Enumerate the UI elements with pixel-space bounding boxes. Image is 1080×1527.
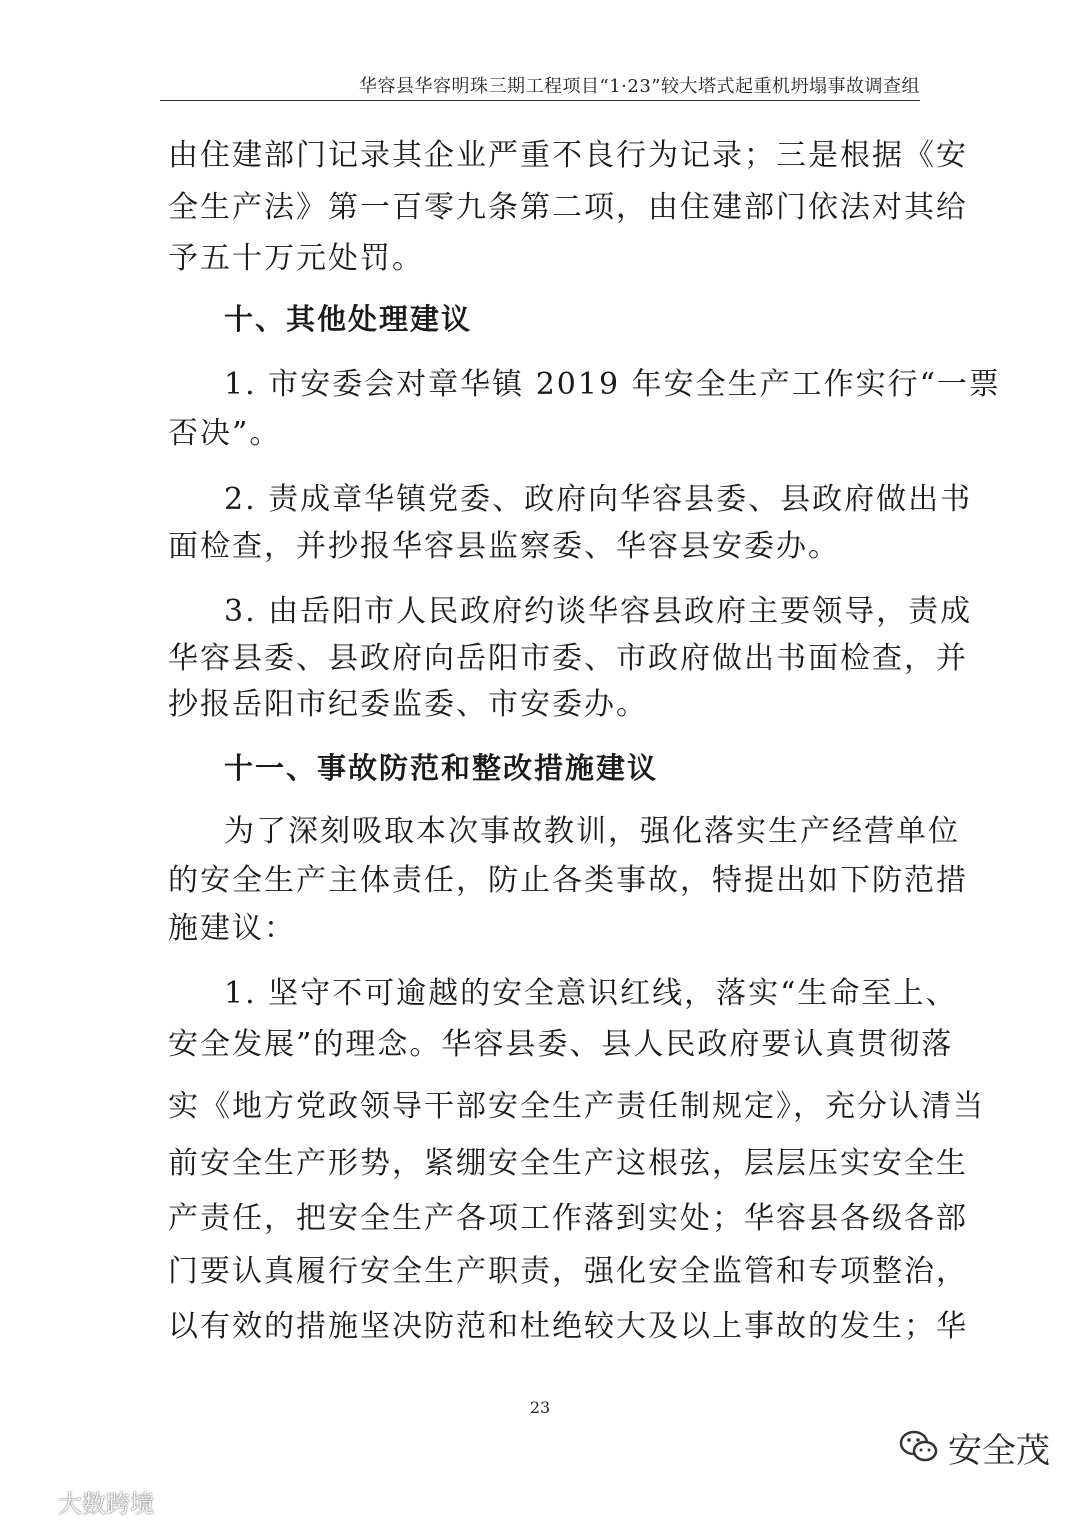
body-line: 由住建部门记录其企业严重不良行为记录；三是根据《安 [168,138,968,173]
watermark-account [898,1422,1050,1472]
body-line: 3. 由岳阳市人民政府约谈华容县政府主要领导，责成 [224,594,973,629]
body-line: 2. 责成章华镇党委、政府向华容县委、县政府做出书 [224,482,973,517]
watermark-brand-label: 大数跨境 [58,1489,154,1518]
header-rule [160,100,920,101]
body-line: 产责任，把安全生产各项工作落到实处；华容县各级各部 [168,1201,968,1236]
body-line: 施建议： [168,911,296,946]
body-line: 门要认真履行安全生产职责，强化安全监管和专项整治， [168,1254,968,1289]
wechat-icon [898,1426,940,1468]
logo-icon [14,1488,52,1514]
body-line: 否决”。 [168,416,282,451]
body-line: 全生产法》第一百零九条第二项，由住建部门依法对其给 [168,190,968,225]
body-line: 的安全生产主体责任，防止各类事故，特提出如下防范措 [168,863,968,898]
body-line: 予五十万元处罚。 [168,241,424,276]
body-line: 1. 市安委会对章华镇 2019 年安全生产工作实行“一票 [224,367,1001,402]
watermark-account-label: 安全茂 [948,1430,1050,1471]
body-line: 以有效的措施坚决防范和杜绝较大及以上事故的发生；华 [168,1309,968,1344]
body-line: 前安全生产形势，紧绷安全生产这根弦，层层压实安全生 [168,1146,968,1181]
body-line: 华容县委、县政府向岳阳市委、市政府做出书面检查，并 [168,641,968,676]
body-line: 为了深刻吸取本次事故教训，强化落实生产经营单位 [224,814,960,849]
body-line: 实《地方党政领导干部安全生产责任制规定》，充分认清当 [168,1089,985,1124]
body-line: 面检查，并抄报华容县监察委、华容县安委办。 [168,529,840,564]
section-heading-10: 十、其他处理建议 [224,302,473,336]
watermark-brand [14,1484,154,1518]
page-header: 华容县华容明珠三期工程项目“1·23”较大塔式起重机坍塌事故调查组 [359,76,920,97]
body-line: 抄报岳阳市纪委监委、市安委办。 [168,687,648,722]
page-number: 23 [529,1398,551,1417]
body-line: 1. 坚守不可逾越的安全意识红线，落实“生命至上、 [224,976,958,1011]
body-line: 安全发展”的理念。华容县委、县人民政府要认真贯彻落 [168,1027,954,1062]
section-heading-11: 十一、事故防范和整改措施建议 [224,751,659,785]
